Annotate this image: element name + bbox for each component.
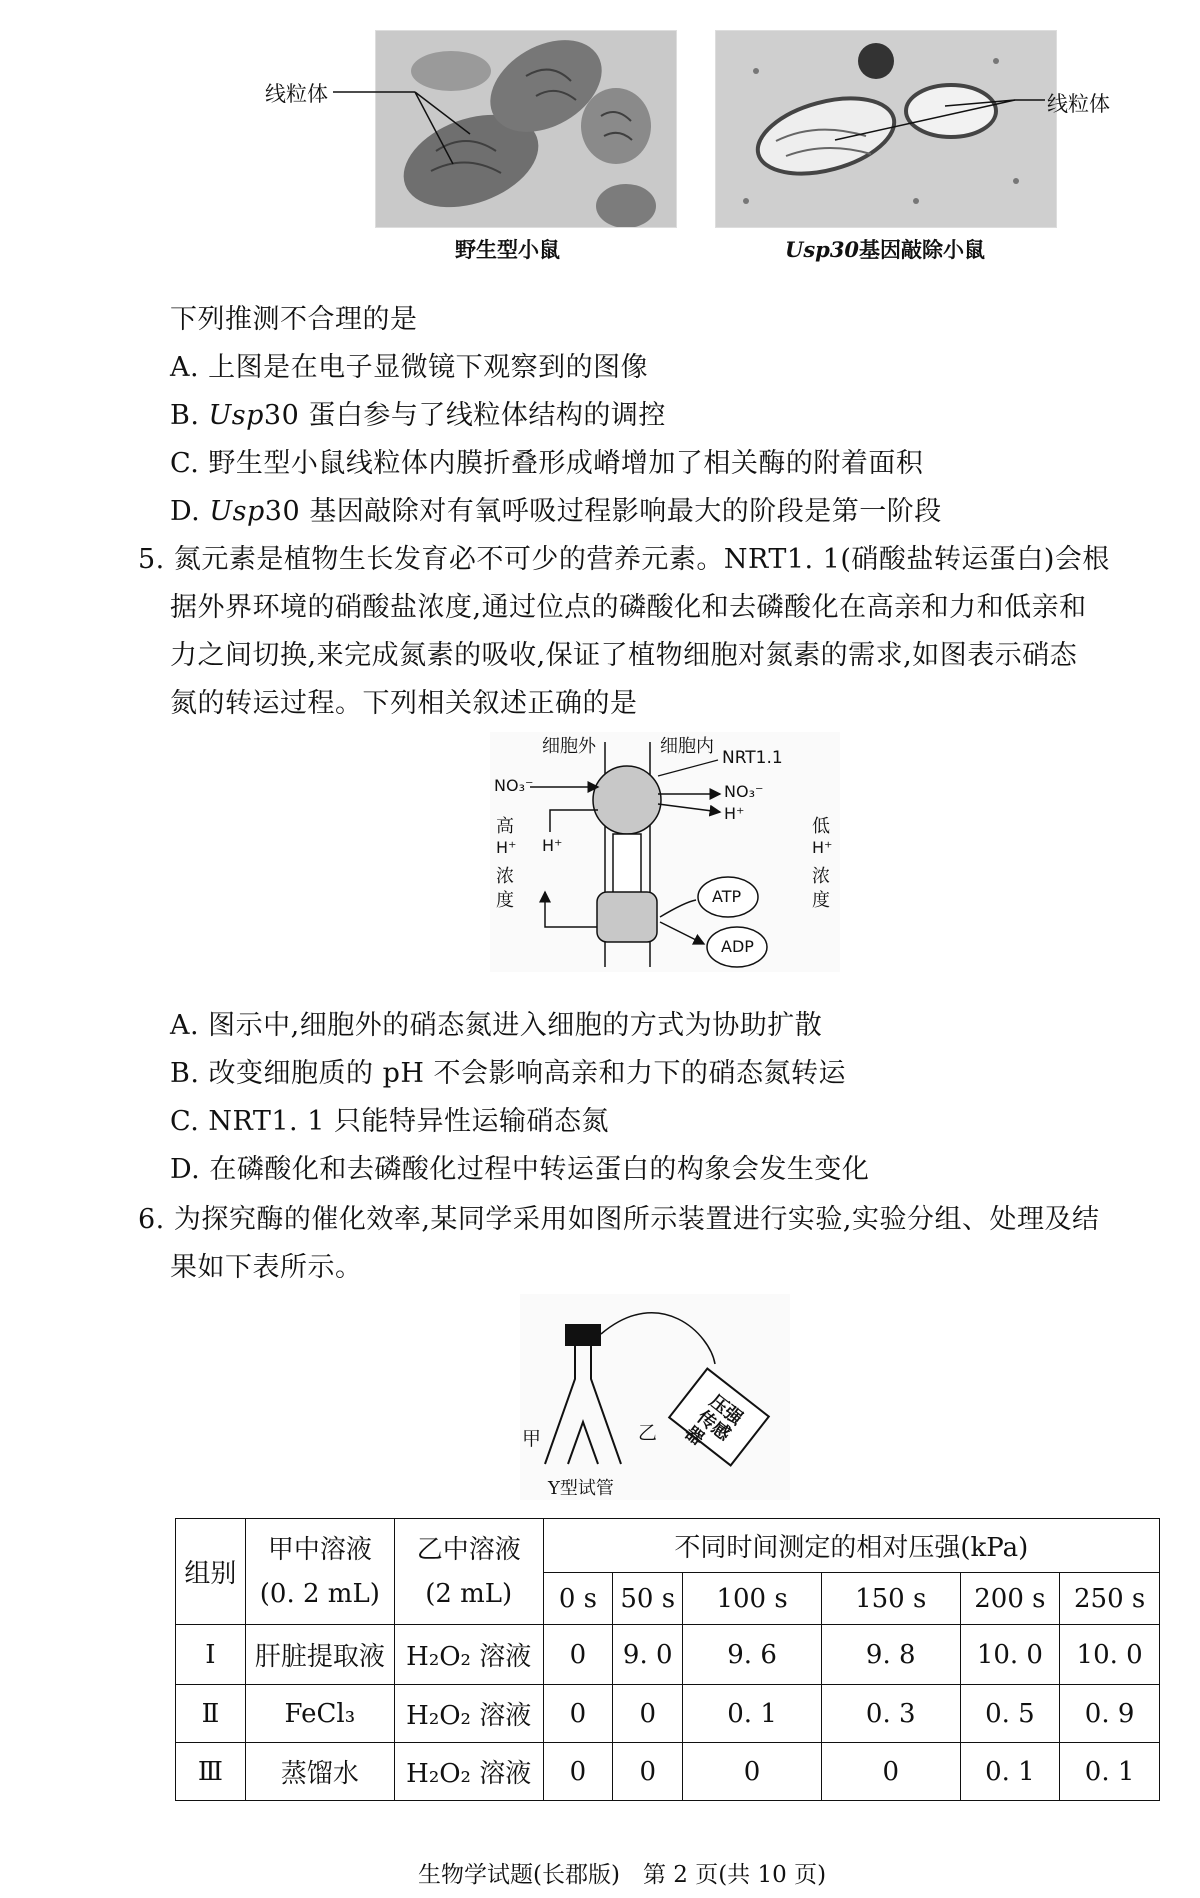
table-row bbox=[176, 1625, 1160, 1685]
q5-option-a: A. 图示中,细胞外的硝态氮进入细胞的方式为协助扩散 bbox=[170, 1010, 823, 1041]
label-no3-out: NO₃⁻ bbox=[494, 776, 534, 795]
value-cell: 0. 3 bbox=[821, 1685, 960, 1743]
header-jia: 甲中溶液 (0. 2 mL) bbox=[245, 1519, 394, 1625]
group-cell: Ⅰ bbox=[176, 1625, 246, 1685]
mitochondria-label-left: 线粒体 bbox=[265, 82, 328, 106]
label-outside: 细胞外 bbox=[542, 736, 596, 757]
value-cell: 10. 0 bbox=[960, 1625, 1060, 1685]
value-cell: 0. 1 bbox=[683, 1685, 822, 1743]
label-high-1: 高 bbox=[496, 816, 514, 837]
label-nrt: NRT1.1 bbox=[722, 748, 783, 768]
label-h-in: H⁺ bbox=[724, 804, 745, 823]
yi-cell: H₂O₂ 溶液 bbox=[394, 1685, 543, 1743]
label-low-3: 浓 bbox=[812, 866, 830, 887]
tube-yi-label: 乙 bbox=[638, 1422, 658, 1444]
header-yi: 乙中溶液 (2 mL) bbox=[394, 1519, 543, 1625]
tube-jia-label: 甲 bbox=[522, 1428, 542, 1450]
value-cell: 0. 1 bbox=[960, 1743, 1060, 1801]
value-cell: 9. 8 bbox=[821, 1625, 960, 1685]
header-time: 150 s bbox=[821, 1573, 960, 1625]
header-time: 200 s bbox=[960, 1573, 1060, 1625]
label-low-1: 低 bbox=[812, 816, 830, 837]
q6-line-1: 6. 为探究酶的催化效率,某同学采用如图所示装置进行实验,实验分组、处理及结 bbox=[138, 1204, 1100, 1235]
q5-line-2: 据外界环境的硝酸盐浓度,通过位点的磷酸化和去磷酸化在高亲和力和低亲和 bbox=[170, 592, 1087, 623]
value-cell: 0. 5 bbox=[960, 1685, 1060, 1743]
value-cell: 0 bbox=[821, 1743, 960, 1801]
label-high-2: H⁺ bbox=[496, 838, 517, 857]
results-table bbox=[175, 1518, 1160, 1801]
value-cell: 0. 1 bbox=[1060, 1743, 1160, 1801]
page-footer: 生物学试题(长郡版) 第 2 页(共 10 页) bbox=[418, 1862, 827, 1888]
table-row bbox=[176, 1685, 1160, 1743]
q4-option-c: C. 野生型小鼠线粒体内膜折叠形成嵴增加了相关酶的附着面积 bbox=[170, 448, 924, 479]
header-group: 组别 bbox=[176, 1519, 246, 1625]
jia-cell: FeCl₃ bbox=[245, 1685, 394, 1743]
q5-option-c: C. NRT1. 1 只能特异性运输硝态氮 bbox=[170, 1106, 609, 1137]
q5-option-b: B. 改变细胞质的 pH 不会影响高亲和力下的硝态氮转运 bbox=[170, 1058, 846, 1089]
jia-cell: 肝脏提取液 bbox=[245, 1625, 394, 1685]
caption-wildtype: 野生型小鼠 bbox=[455, 237, 560, 262]
group-cell: Ⅲ bbox=[176, 1743, 246, 1801]
header-time: 250 s bbox=[1060, 1573, 1160, 1625]
label-high-4: 度 bbox=[496, 890, 514, 911]
header-time: 50 s bbox=[613, 1573, 683, 1625]
value-cell: 0. 9 bbox=[1060, 1685, 1160, 1743]
header-pressure: 不同时间测定的相对压强(kPa) bbox=[543, 1519, 1159, 1573]
label-low-2: H⁺ bbox=[812, 838, 833, 857]
value-cell: 0 bbox=[543, 1685, 613, 1743]
q4-stem: 下列推测不合理的是 bbox=[170, 304, 418, 335]
yi-cell: H₂O₂ 溶液 bbox=[394, 1743, 543, 1801]
mitochondria-label-right: 线粒体 bbox=[1047, 92, 1110, 116]
q5-line-1: 5. 氮元素是植物生长发育必不可少的营养元素。NRT1. 1(硝酸盐转运蛋白)会根 bbox=[138, 544, 1110, 575]
q5-line-3: 力之间切换,来完成氮素的吸收,保证了植物细胞对氮素的需求,如图表示硝态 bbox=[170, 640, 1078, 671]
value-cell: 0 bbox=[543, 1743, 613, 1801]
header-time: 100 s bbox=[683, 1573, 822, 1625]
leader-lines bbox=[245, 22, 1085, 268]
value-cell: 9. 0 bbox=[613, 1625, 683, 1685]
q5-option-d: D. 在磷酸化和去磷酸化过程中转运蛋白的构象会发生变化 bbox=[170, 1154, 870, 1185]
table-row bbox=[176, 1743, 1160, 1801]
label-low-4: 度 bbox=[812, 890, 830, 911]
device-drawing bbox=[520, 1294, 790, 1500]
yi-cell: H₂O₂ 溶液 bbox=[394, 1625, 543, 1685]
q4-option-d: D. Usp30 基因敲除对有氧呼吸过程影响最大的阶段是第一阶段 bbox=[170, 496, 942, 527]
label-h-mid: H⁺ bbox=[542, 836, 563, 855]
label-high-3: 浓 bbox=[496, 866, 514, 887]
value-cell: 0 bbox=[543, 1625, 613, 1685]
header-time: 0 s bbox=[543, 1573, 613, 1625]
q6-line-2: 果如下表所示。 bbox=[170, 1252, 363, 1283]
value-cell: 10. 0 bbox=[1060, 1625, 1160, 1685]
sensor-label: 压强传感器 bbox=[680, 1390, 747, 1450]
jia-cell: 蒸馏水 bbox=[245, 1743, 394, 1801]
micrograph-figure bbox=[245, 22, 1110, 268]
label-inside: 细胞内 bbox=[660, 736, 714, 757]
value-cell: 0 bbox=[613, 1685, 683, 1743]
q4-option-b: B. Usp30 蛋白参与了线粒体结构的调控 bbox=[170, 400, 666, 431]
y-tube-caption: Y型试管 bbox=[548, 1478, 614, 1499]
transport-diagram bbox=[490, 732, 840, 972]
value-cell: 0 bbox=[683, 1743, 822, 1801]
q5-line-4: 氮的转运过程。下列相关叙述正确的是 bbox=[170, 688, 638, 719]
caption-knockout: Usp30基因敲除小鼠 bbox=[785, 237, 986, 262]
label-no3-in: NO₃⁻ bbox=[724, 782, 764, 801]
q4-option-a: A. 上图是在电子显微镜下观察到的图像 bbox=[170, 352, 649, 383]
value-cell: 9. 6 bbox=[683, 1625, 822, 1685]
group-cell: Ⅱ bbox=[176, 1685, 246, 1743]
y-tube-device bbox=[520, 1294, 790, 1500]
label-adp: ADP bbox=[721, 937, 754, 956]
label-atp: ATP bbox=[712, 887, 742, 906]
value-cell: 0 bbox=[613, 1743, 683, 1801]
